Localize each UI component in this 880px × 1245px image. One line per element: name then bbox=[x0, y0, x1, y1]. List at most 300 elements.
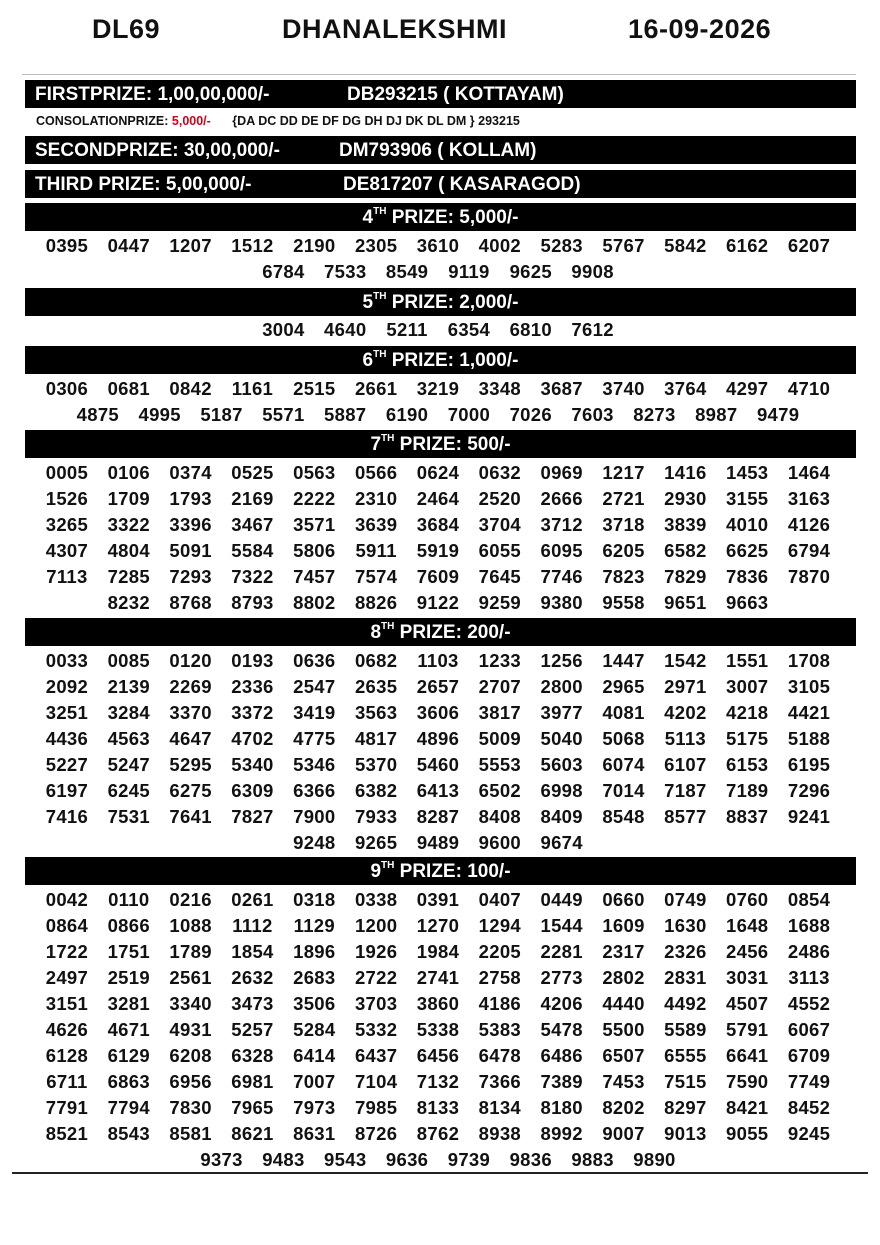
ticket-number: 9483 bbox=[262, 1149, 305, 1170]
ticket-number: 2222 bbox=[293, 488, 336, 509]
consolation-series: {DA DC DD DE DF DG DH DJ DK DL DM } 293215 bbox=[232, 114, 520, 128]
ticket-number: 3606 bbox=[416, 702, 460, 723]
ticket-number: 8287 bbox=[416, 806, 460, 827]
ticket-number: 0681 bbox=[107, 378, 150, 399]
ticket-number: 5247 bbox=[107, 754, 150, 775]
ticket-number: 7985 bbox=[354, 1097, 398, 1118]
number-row bbox=[36, 486, 844, 512]
ticket-number: 8992 bbox=[540, 1123, 583, 1144]
ticket-number: 4931 bbox=[169, 1019, 212, 1040]
ticket-number: 4647 bbox=[169, 728, 212, 749]
ticket-number: 4297 bbox=[726, 378, 769, 399]
ticket-number: 0969 bbox=[540, 462, 583, 483]
ticket-number: 4875 bbox=[76, 404, 120, 425]
ticket-number: 6275 bbox=[169, 780, 212, 801]
ticket-number: 3155 bbox=[726, 488, 769, 509]
ticket-number: 1103 bbox=[417, 650, 459, 671]
ticket-number: 8631 bbox=[293, 1123, 336, 1144]
ticket-number: 5338 bbox=[416, 1019, 460, 1040]
ticket-number: 3105 bbox=[787, 676, 831, 697]
ticket-number: 3348 bbox=[478, 378, 521, 399]
ticket-number: 8133 bbox=[416, 1097, 460, 1118]
ticket-number: 2971 bbox=[664, 676, 707, 697]
ticket-number: 1542 bbox=[664, 650, 707, 671]
number-row bbox=[36, 804, 844, 830]
ticket-number: 1464 bbox=[787, 462, 831, 483]
ticket-number: 1984 bbox=[416, 941, 460, 962]
ticket-number: 7285 bbox=[107, 566, 150, 587]
ticket-number: 1722 bbox=[45, 941, 89, 962]
ticket-number: 7609 bbox=[416, 566, 460, 587]
ticket-number: 8232 bbox=[107, 592, 150, 613]
ticket-number: 6328 bbox=[231, 1045, 274, 1066]
ticket-number: 7189 bbox=[726, 780, 769, 801]
ticket-number: 3703 bbox=[354, 993, 398, 1014]
ticket-number: 0318 bbox=[293, 889, 336, 910]
ticket-number: 1854 bbox=[231, 941, 274, 962]
ticket-number: 2661 bbox=[354, 378, 398, 399]
ticket-number: 5500 bbox=[602, 1019, 645, 1040]
ticket-number: 9674 bbox=[540, 832, 583, 853]
ticket-number: 0338 bbox=[354, 889, 398, 910]
ticket-number: 5175 bbox=[726, 728, 769, 749]
ticket-number: 6162 bbox=[726, 235, 769, 256]
consolation-prize bbox=[36, 114, 520, 128]
ticket-number: 6055 bbox=[478, 540, 521, 561]
ticket-number: 4206 bbox=[540, 993, 583, 1014]
ticket-number: 9651 bbox=[664, 592, 707, 613]
ticket-number: 5009 bbox=[478, 728, 521, 749]
ticket-number: 8134 bbox=[478, 1097, 521, 1118]
ticket-number: 0624 bbox=[416, 462, 460, 483]
ticket-number: 2632 bbox=[231, 967, 274, 988]
ticket-number: 2336 bbox=[231, 676, 274, 697]
ticket-number: 2205 bbox=[478, 941, 521, 962]
ticket-number: 2635 bbox=[354, 676, 398, 697]
ticket-number: 3684 bbox=[416, 514, 460, 535]
ticket-number: 1709 bbox=[107, 488, 150, 509]
ticket-number: 2722 bbox=[354, 967, 398, 988]
ticket-number: 0447 bbox=[107, 235, 150, 256]
ticket-number: 3113 bbox=[788, 967, 830, 988]
ticket-number: 8826 bbox=[354, 592, 398, 613]
ticket-number: 4640 bbox=[324, 319, 367, 340]
ticket-number: 8521 bbox=[45, 1123, 89, 1144]
ticket-number: 3610 bbox=[416, 235, 460, 256]
first-prize-bar bbox=[25, 80, 856, 108]
ticket-number: 7791 bbox=[45, 1097, 89, 1118]
ticket-number: 9007 bbox=[602, 1123, 645, 1144]
ticket-number: 7007 bbox=[293, 1071, 336, 1092]
ticket-number: 2317 bbox=[602, 941, 645, 962]
ticket-number: 9259 bbox=[478, 592, 521, 613]
number-row bbox=[36, 913, 844, 939]
ticket-number: 9122 bbox=[416, 592, 460, 613]
ticket-number: 3007 bbox=[726, 676, 769, 697]
ticket-number: 0842 bbox=[169, 378, 212, 399]
ticket-number: 6207 bbox=[787, 235, 831, 256]
ticket-number: 1233 bbox=[478, 650, 521, 671]
ticket-number: 2802 bbox=[602, 967, 645, 988]
ticket-number: 3004 bbox=[262, 319, 305, 340]
number-row bbox=[36, 1147, 844, 1173]
number-row bbox=[36, 564, 844, 590]
ticket-number: 2758 bbox=[478, 967, 521, 988]
ticket-number: 1789 bbox=[169, 941, 212, 962]
seventh-prize-title: 7TH PRIZE: 500/- bbox=[370, 432, 511, 455]
ticket-number: 6641 bbox=[726, 1045, 769, 1066]
header-divider bbox=[22, 74, 856, 75]
ticket-number: 9055 bbox=[726, 1123, 769, 1144]
ticket-number: 4421 bbox=[787, 702, 831, 723]
ticket-number: 6366 bbox=[293, 780, 336, 801]
ticket-number: 1270 bbox=[416, 915, 460, 936]
ticket-number: 3281 bbox=[107, 993, 150, 1014]
ticket-number: 8273 bbox=[633, 404, 676, 425]
ticket-number: 1630 bbox=[664, 915, 707, 936]
consolation-label: CONSOLATIONPRIZE: bbox=[36, 114, 172, 128]
ticket-number: 1129 bbox=[293, 915, 335, 936]
ticket-number: 4492 bbox=[664, 993, 707, 1014]
ticket-number: 9245 bbox=[787, 1123, 831, 1144]
number-row bbox=[36, 887, 844, 913]
number-row bbox=[36, 700, 844, 726]
ticket-number: 1112 bbox=[232, 915, 273, 936]
third-prize-label: THIRD PRIZE: 5,00,000/- bbox=[35, 174, 252, 195]
footer-divider bbox=[12, 1172, 868, 1174]
second-prize-winner: DM793906 ( KOLLAM) bbox=[339, 140, 537, 161]
ticket-number: 0216 bbox=[169, 889, 212, 910]
ticket-number: 4186 bbox=[478, 993, 521, 1014]
ninth-prize-numbers bbox=[36, 887, 844, 1173]
ticket-number: 1526 bbox=[45, 488, 89, 509]
ticket-number: 0760 bbox=[726, 889, 769, 910]
ticket-number: 0563 bbox=[293, 462, 336, 483]
ticket-number: 6245 bbox=[107, 780, 150, 801]
ticket-number: 5460 bbox=[416, 754, 460, 775]
first-prize-winner: DB293215 ( KOTTAYAM) bbox=[347, 84, 564, 105]
ticket-number: 2773 bbox=[540, 967, 583, 988]
ticket-number: 0306 bbox=[45, 378, 89, 399]
ticket-number: 9636 bbox=[385, 1149, 429, 1170]
ticket-number: 6195 bbox=[787, 754, 831, 775]
ticket-number: 7533 bbox=[324, 261, 367, 282]
ticket-number: 5211 bbox=[386, 319, 428, 340]
ticket-number: 7749 bbox=[787, 1071, 831, 1092]
ticket-number: 7293 bbox=[169, 566, 212, 587]
ticket-number: 5603 bbox=[540, 754, 583, 775]
ticket-number: 1926 bbox=[354, 941, 398, 962]
ticket-number: 7014 bbox=[602, 780, 645, 801]
ticket-number: 7515 bbox=[664, 1071, 707, 1092]
ticket-number: 5887 bbox=[324, 404, 367, 425]
ticket-number: 4710 bbox=[787, 378, 831, 399]
ticket-number: 5571 bbox=[262, 404, 305, 425]
second-prize-bar bbox=[25, 136, 856, 164]
ticket-number: 3467 bbox=[231, 514, 274, 535]
ticket-number: 8202 bbox=[602, 1097, 645, 1118]
ticket-number: 0854 bbox=[787, 889, 831, 910]
ticket-number: 6794 bbox=[787, 540, 831, 561]
ticket-number: 6810 bbox=[509, 319, 552, 340]
number-row bbox=[36, 1017, 844, 1043]
ticket-number: 0005 bbox=[45, 462, 89, 483]
third-prize-bar bbox=[25, 170, 856, 198]
ticket-number: 1447 bbox=[602, 650, 645, 671]
ticket-number: 8543 bbox=[107, 1123, 150, 1144]
ticket-number: 7416 bbox=[45, 806, 89, 827]
ticket-number: 9373 bbox=[200, 1149, 243, 1170]
ticket-number: 2683 bbox=[293, 967, 336, 988]
number-row bbox=[36, 1069, 844, 1095]
ticket-number: 7870 bbox=[787, 566, 831, 587]
ticket-number: 9558 bbox=[602, 592, 645, 613]
ticket-number: 6502 bbox=[478, 780, 521, 801]
ticket-number: 1708 bbox=[787, 650, 831, 671]
number-row bbox=[36, 674, 844, 700]
ticket-number: 8621 bbox=[231, 1123, 274, 1144]
ticket-number: 6197 bbox=[45, 780, 89, 801]
ticket-number: 7641 bbox=[169, 806, 212, 827]
ticket-number: 5589 bbox=[664, 1019, 707, 1040]
ticket-number: 2519 bbox=[107, 967, 150, 988]
ticket-number: 5383 bbox=[478, 1019, 521, 1040]
ticket-number: 4218 bbox=[726, 702, 769, 723]
ticket-number: 6582 bbox=[664, 540, 707, 561]
ticket-number: 1512 bbox=[231, 235, 274, 256]
ticket-number: 1294 bbox=[478, 915, 521, 936]
ticket-number: 4081 bbox=[602, 702, 645, 723]
ticket-number: 6128 bbox=[45, 1045, 89, 1066]
ticket-number: 0033 bbox=[45, 650, 89, 671]
ticket-number: 8408 bbox=[478, 806, 521, 827]
ticket-number: 4896 bbox=[416, 728, 460, 749]
ticket-number: 5919 bbox=[416, 540, 460, 561]
ticket-number: 2305 bbox=[354, 235, 398, 256]
ticket-number: 7965 bbox=[231, 1097, 274, 1118]
ticket-number: 9489 bbox=[416, 832, 460, 853]
fifth-prize-title: 5TH PRIZE: 2,000/- bbox=[362, 290, 519, 313]
ticket-number: 7322 bbox=[231, 566, 274, 587]
number-row bbox=[36, 402, 844, 428]
ticket-number: 1896 bbox=[293, 941, 336, 962]
ticket-number: 2190 bbox=[293, 235, 336, 256]
ticket-number: 2707 bbox=[478, 676, 521, 697]
ticket-number: 3340 bbox=[169, 993, 212, 1014]
ticket-number: 6456 bbox=[416, 1045, 460, 1066]
ticket-number: 6414 bbox=[293, 1045, 336, 1066]
ticket-number: 7973 bbox=[293, 1097, 336, 1118]
ticket-number: 1416 bbox=[664, 462, 707, 483]
consolation-amount: 5,000/- bbox=[171, 114, 211, 128]
ticket-number: 0636 bbox=[293, 650, 336, 671]
ticket-number: 6153 bbox=[726, 754, 769, 775]
ticket-number: 0261 bbox=[231, 889, 274, 910]
ticket-number: 4307 bbox=[45, 540, 89, 561]
ticket-number: 2269 bbox=[169, 676, 212, 697]
ticket-number: 3977 bbox=[540, 702, 583, 723]
ticket-number: 6413 bbox=[416, 780, 460, 801]
ticket-number: 0632 bbox=[478, 462, 521, 483]
ticket-number: 6555 bbox=[664, 1045, 707, 1066]
ticket-number: 8409 bbox=[540, 806, 583, 827]
ticket-number: 2657 bbox=[416, 676, 460, 697]
ticket-number: 3639 bbox=[354, 514, 398, 535]
ticket-number: 3372 bbox=[231, 702, 274, 723]
ticket-number: 1688 bbox=[787, 915, 831, 936]
ticket-number: 3740 bbox=[602, 378, 645, 399]
ticket-number: 0193 bbox=[231, 650, 274, 671]
ticket-number: 7829 bbox=[664, 566, 707, 587]
ticket-number: 0866 bbox=[107, 915, 150, 936]
ticket-number: 5284 bbox=[293, 1019, 336, 1040]
ticket-number: 6067 bbox=[787, 1019, 831, 1040]
ticket-number: 3163 bbox=[787, 488, 831, 509]
ticket-number: 3687 bbox=[540, 378, 583, 399]
ticket-number: 9241 bbox=[787, 806, 831, 827]
ticket-number: 0042 bbox=[45, 889, 89, 910]
ticket-number: 9883 bbox=[571, 1149, 614, 1170]
ticket-number: 6709 bbox=[787, 1045, 831, 1066]
ticket-number: 9625 bbox=[509, 261, 552, 282]
fifth-prize-numbers bbox=[36, 317, 844, 343]
ticket-number: 7823 bbox=[602, 566, 645, 587]
number-row bbox=[36, 538, 844, 564]
ticket-number: 9479 bbox=[756, 404, 800, 425]
number-row bbox=[36, 590, 844, 616]
number-row bbox=[36, 259, 844, 285]
ticket-number: 8762 bbox=[416, 1123, 460, 1144]
number-row bbox=[36, 830, 844, 856]
ticket-number: 5911 bbox=[355, 540, 397, 561]
ticket-number: 2310 bbox=[354, 488, 398, 509]
ticket-number: 6863 bbox=[107, 1071, 150, 1092]
ticket-number: 9265 bbox=[354, 832, 398, 853]
ticket-number: 3419 bbox=[293, 702, 336, 723]
fifth-prize-bar bbox=[25, 288, 856, 316]
ticket-number: 7453 bbox=[602, 1071, 645, 1092]
ticket-number: 1161 bbox=[231, 378, 274, 399]
ticket-number: 7590 bbox=[726, 1071, 769, 1092]
ticket-number: 5584 bbox=[231, 540, 274, 561]
ticket-number: 5188 bbox=[787, 728, 831, 749]
ticket-number: 4436 bbox=[45, 728, 89, 749]
ticket-number: 7645 bbox=[478, 566, 521, 587]
number-row bbox=[36, 965, 844, 991]
ticket-number: 5553 bbox=[478, 754, 521, 775]
ticket-number: 4507 bbox=[726, 993, 769, 1014]
ticket-number: 4804 bbox=[107, 540, 150, 561]
ticket-number: 9248 bbox=[293, 832, 336, 853]
ticket-number: 2930 bbox=[664, 488, 707, 509]
number-row bbox=[36, 939, 844, 965]
ticket-number: 3506 bbox=[293, 993, 336, 1014]
ticket-number: 7746 bbox=[540, 566, 583, 587]
ticket-number: 2486 bbox=[787, 941, 831, 962]
ticket-number: 7389 bbox=[540, 1071, 583, 1092]
ticket-number: 5295 bbox=[169, 754, 212, 775]
ticket-number: 1453 bbox=[726, 462, 769, 483]
second-prize-label: SECONDPRIZE: 30,00,000/- bbox=[35, 140, 280, 161]
eighth-prize-numbers bbox=[36, 648, 844, 856]
ticket-number: 2520 bbox=[478, 488, 521, 509]
fourth-prize-numbers bbox=[36, 233, 844, 285]
ticket-number: 3284 bbox=[107, 702, 150, 723]
ticket-number: 7612 bbox=[571, 319, 614, 340]
ticket-number: 2561 bbox=[169, 967, 212, 988]
ninth-prize-bar bbox=[25, 857, 856, 885]
ticket-number: 4671 bbox=[107, 1019, 150, 1040]
ticket-number: 0566 bbox=[354, 462, 398, 483]
ticket-number: 7187 bbox=[664, 780, 707, 801]
ticket-number: 0682 bbox=[354, 650, 398, 671]
ticket-number: 8581 bbox=[169, 1123, 212, 1144]
ticket-number: 2497 bbox=[45, 967, 89, 988]
number-row bbox=[36, 991, 844, 1017]
number-row bbox=[36, 233, 844, 259]
ticket-number: 1609 bbox=[602, 915, 645, 936]
ticket-number: 5340 bbox=[231, 754, 274, 775]
ticket-number: 6074 bbox=[602, 754, 645, 775]
ticket-number: 9890 bbox=[633, 1149, 676, 1170]
number-row bbox=[36, 726, 844, 752]
ticket-number: 2741 bbox=[416, 967, 460, 988]
ticket-number: 8938 bbox=[478, 1123, 521, 1144]
ticket-number: 5370 bbox=[354, 754, 398, 775]
ticket-number: 8768 bbox=[169, 592, 212, 613]
ticket-number: 4440 bbox=[602, 993, 645, 1014]
fourth-prize-bar bbox=[25, 203, 856, 231]
ticket-number: 0749 bbox=[664, 889, 707, 910]
ticket-number: 4626 bbox=[45, 1019, 89, 1040]
ticket-number: 8793 bbox=[231, 592, 274, 613]
ticket-number: 7603 bbox=[571, 404, 614, 425]
ticket-number: 2721 bbox=[602, 488, 645, 509]
ticket-number: 3265 bbox=[45, 514, 89, 535]
ticket-number: 7104 bbox=[354, 1071, 398, 1092]
ticket-number: 2139 bbox=[107, 676, 150, 697]
ticket-number: 6205 bbox=[602, 540, 645, 561]
ticket-number: 8802 bbox=[293, 592, 336, 613]
ticket-number: 4010 bbox=[726, 514, 769, 535]
ticket-number: 3151 bbox=[45, 993, 89, 1014]
ticket-number: 1200 bbox=[354, 915, 398, 936]
ticket-number: 0525 bbox=[231, 462, 274, 483]
ticket-number: 4002 bbox=[478, 235, 521, 256]
ticket-number: 5257 bbox=[231, 1019, 274, 1040]
ticket-number: 3704 bbox=[478, 514, 521, 535]
first-prize-label: FIRSTPRIZE: 1,00,00,000/- bbox=[35, 84, 270, 105]
ticket-number: 6981 bbox=[231, 1071, 274, 1092]
ticket-number: 0110 bbox=[108, 889, 150, 910]
ticket-number: 0449 bbox=[540, 889, 583, 910]
ticket-number: 3764 bbox=[664, 378, 707, 399]
ticket-number: 7836 bbox=[726, 566, 769, 587]
ticket-number: 5842 bbox=[664, 235, 707, 256]
ticket-number: 5806 bbox=[293, 540, 336, 561]
ticket-number: 8837 bbox=[726, 806, 769, 827]
draw-code: DL69 bbox=[92, 14, 161, 44]
ninth-prize-title: 9TH PRIZE: 100/- bbox=[370, 859, 511, 882]
ticket-number: 7531 bbox=[107, 806, 150, 827]
number-row bbox=[36, 376, 844, 402]
ticket-number: 3031 bbox=[726, 967, 769, 988]
ticket-number: 7900 bbox=[293, 806, 336, 827]
ticket-number: 0660 bbox=[602, 889, 645, 910]
ticket-number: 2326 bbox=[664, 941, 707, 962]
ticket-number: 1551 bbox=[726, 650, 769, 671]
ticket-number: 6956 bbox=[169, 1071, 212, 1092]
